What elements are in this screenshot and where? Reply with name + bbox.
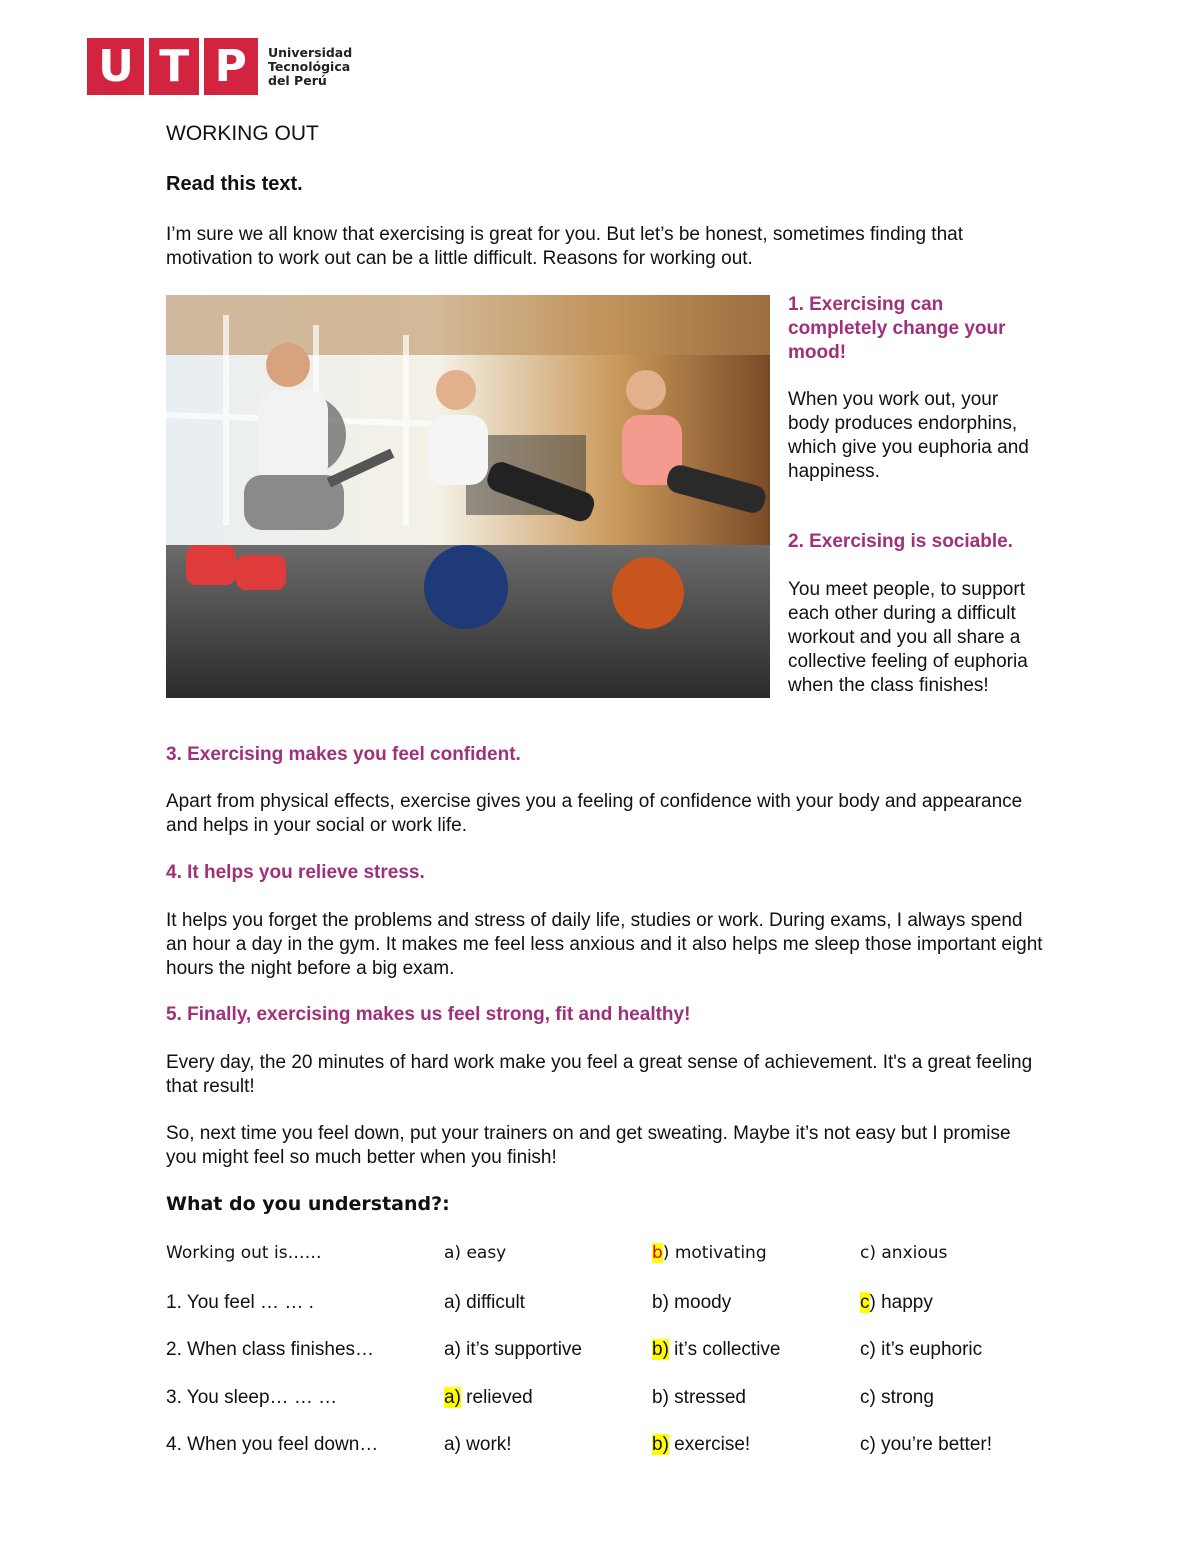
- answer-highlight: a): [444, 1387, 461, 1408]
- quiz-heading: What do you understand?:: [166, 1193, 450, 1215]
- closing-paragraph: So, next time you feel down, put your trainers on and get sweating. Maybe it’s not easy but I promise you might feel so much better when you finish!: [166, 1123, 1011, 1168]
- quiz-prompt: 4. When you feel down…: [166, 1434, 379, 1455]
- section-3-heading: 3. Exercising makes you feel confident.: [166, 744, 521, 765]
- quiz-option-c: c) you’re better!: [860, 1434, 992, 1455]
- intro-paragraph: I’m sure we all know that exercising is great for you. But let’s be honest, sometimes finding that motivation to work out can be a little difficult. Reasons for working out.: [166, 224, 963, 269]
- quiz-option-b: [652, 1339, 781, 1361]
- quiz-row-3: [166, 1387, 1046, 1411]
- quiz-option-c: c) anxious: [860, 1243, 948, 1263]
- quiz-option-c: c) it’s euphoric: [860, 1339, 983, 1360]
- quiz-prompt: 1. You feel … … .: [166, 1292, 314, 1313]
- answer-highlight: b: [652, 1243, 663, 1263]
- option-text: ) motivating: [662, 1243, 767, 1263]
- utp-logo: [87, 38, 352, 95]
- logo-letter-t: T: [159, 41, 190, 92]
- logo-letter-u: U: [98, 41, 134, 92]
- quiz-option-b: [652, 1243, 767, 1263]
- quiz-prompt: 3. You sleep… … …: [166, 1387, 338, 1408]
- section-4-heading: 4. It helps you relieve stress.: [166, 862, 425, 883]
- logo-separator: [144, 38, 149, 95]
- logo-wordmark: [268, 46, 352, 88]
- quiz-option-b: b) stressed: [652, 1387, 746, 1408]
- quiz-option-a: a) it’s supportive: [444, 1339, 582, 1360]
- section-1-body: When you work out, your body produces endorphins, which give you euphoria and happiness.: [788, 389, 1029, 482]
- gym-photo: [166, 295, 770, 698]
- quiz-row-example: [166, 1243, 1046, 1267]
- section-2-body: You meet people, to support each other during a difficult workout and you all share a collective feeling of euphoria when the class finishes!: [788, 579, 1028, 696]
- answer-highlight: b): [652, 1339, 669, 1360]
- logo-separator: [199, 38, 204, 95]
- logo-line-3: del Perú: [268, 72, 327, 88]
- section-2-heading: 2. Exercising is sociable.: [788, 531, 1013, 552]
- quiz-row-2: [166, 1339, 1046, 1363]
- quiz-option-b: [652, 1434, 750, 1456]
- quiz-prompt: 2. When class finishes…: [166, 1339, 375, 1360]
- quiz-option-a: a) easy: [444, 1243, 507, 1263]
- quiz-option-c: [860, 1292, 933, 1314]
- quiz-option-a: a) difficult: [444, 1292, 525, 1313]
- section-4-body: It helps you forget the problems and stress of daily life, studies or work. During exams, I always spend an hour a day in the gym. It makes me feel less anxious and it also helps me sleep those important eight hours the night before a big exam.: [166, 910, 1043, 979]
- option-text: exercise!: [668, 1434, 751, 1455]
- logo-mark: [87, 38, 258, 95]
- section-1-heading: 1. Exercising can completely change your mood!: [788, 294, 1006, 363]
- page-subtitle: Read this text.: [166, 173, 303, 195]
- quiz-option-b: b) moody: [652, 1292, 732, 1313]
- logo-letter-p: P: [214, 41, 247, 92]
- logo-line-2: Tecnológica: [268, 58, 351, 74]
- quiz-row-4: [166, 1434, 1046, 1458]
- quiz-row-1: [166, 1292, 1046, 1316]
- answer-highlight: b): [652, 1434, 669, 1455]
- section-3-body: Apart from physical effects, exercise gives you a feeling of confidence with your body and appearance and helps in your social or work life.: [166, 791, 1023, 836]
- quiz-option-a: [444, 1387, 533, 1409]
- section-5-body: Every day, the 20 minutes of hard work make you feel a great sense of achievement. It's a great feeling that result!: [166, 1052, 1033, 1097]
- option-text: it’s collective: [668, 1339, 781, 1360]
- quiz-option-c: c) strong: [860, 1387, 934, 1408]
- answer-highlight: c: [860, 1292, 870, 1313]
- section-5-heading: 5. Finally, exercising makes us feel strong, fit and healthy!: [166, 1004, 691, 1025]
- quiz-prompt: Working out is……: [166, 1243, 322, 1263]
- option-text: relieved: [460, 1387, 533, 1408]
- page-title: WORKING OUT: [166, 122, 319, 145]
- quiz-option-a: a) work!: [444, 1434, 512, 1455]
- option-text: ) happy: [869, 1292, 933, 1313]
- logo-line-1: Universidad: [268, 44, 353, 60]
